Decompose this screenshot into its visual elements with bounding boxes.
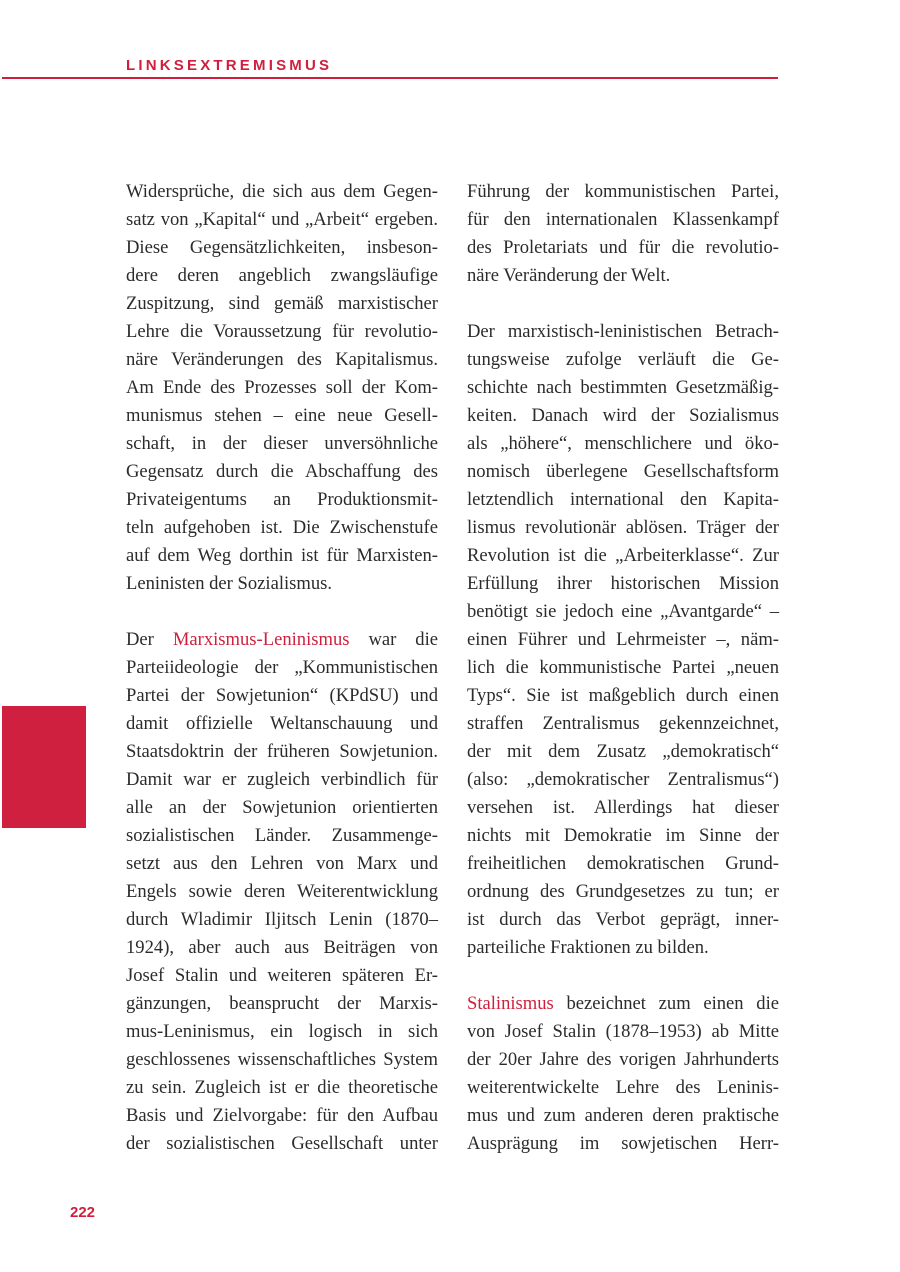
- text-line: benötigt sie jedoch eine „Avantgarde“ –: [467, 601, 779, 622]
- text-line: sozialistischen Länder. Zusammenge-: [126, 825, 438, 846]
- paragraph-leadership: [467, 178, 779, 290]
- text-line: für den internationalen Klassenkampf: [467, 209, 779, 230]
- text-line: Gegensatz durch die Abschaffung des: [126, 461, 438, 482]
- section-title: LINKSEXTREMISMUS: [126, 57, 333, 74]
- paragraph-contradictions: [126, 178, 438, 598]
- text-line: letztendlich international den Kapita-: [467, 489, 779, 510]
- text-line: versehen ist. Allerdings hat dieser: [467, 797, 779, 818]
- text-line: der mit dem Zusatz „demokratisch“: [467, 741, 779, 762]
- text-line: Der marxistisch-leninistischen Betrach-: [467, 321, 779, 342]
- text-line: näre Veränderung der Welt.: [467, 265, 671, 286]
- text-line: mus-Leninismus, ein logisch in sich: [126, 1021, 438, 1042]
- text-line: Partei der Sowjetunion“ (KPdSU) und: [126, 685, 438, 706]
- text-line: schaft, in der dieser unversöhnliche: [126, 433, 438, 454]
- text-line-with-term: [126, 626, 438, 654]
- text-line: teln aufgehoben ist. Die Zwischenstufe: [126, 517, 438, 538]
- text-line: zu sein. Zugleich ist er die theoretische: [126, 1077, 438, 1098]
- text-line: Am Ende des Prozesses soll der Kom-: [126, 377, 438, 398]
- text-line: der 20er Jahre des vorigen Jahrhunderts: [467, 1049, 779, 1070]
- text-line: Damit war er zugleich verbindlich für: [126, 769, 438, 790]
- text-line: Leninisten der Sozialismus.: [126, 573, 333, 594]
- glossary-term-marxismus-leninismus: Marxismus-Leninismus: [172, 629, 350, 650]
- text-line: nichts mit Demokratie im Sinne der: [467, 825, 779, 846]
- text-line: des Proletariats und für die revolutio-: [467, 237, 779, 258]
- text-line: ist durch das Verbot geprägt, inner-: [467, 909, 779, 930]
- text-line: geschlossenes wissenschaftliches System: [126, 1049, 438, 1070]
- text-line: von Josef Stalin (1878–1953) ab Mitte: [467, 1021, 779, 1042]
- text-line: straffen Zentralismus gekennzeichnet,: [467, 713, 779, 734]
- text-line: tungsweise zufolge verläuft die Ge-: [467, 349, 779, 370]
- page-number: 222: [70, 1204, 96, 1221]
- line-suffix: war die: [349, 629, 438, 650]
- text-line: Josef Stalin und weiteren späteren Er-: [126, 965, 438, 986]
- text-line: weiterentwickelte Lehre des Leninis-: [467, 1077, 779, 1098]
- text-line: einen Führer und Lehrmeister –, näm-: [467, 629, 779, 650]
- text-line: Zuspitzung, sind gemäß marxistischer: [126, 293, 438, 314]
- text-line: Parteiideologie der „Kommunistischen: [126, 657, 438, 678]
- text-line: Ausprägung im sowjetischen Herr-: [467, 1133, 779, 1154]
- text-line: parteiliche Fraktionen zu bilden.: [467, 937, 709, 958]
- text-line: näre Veränderungen des Kapitalismus.: [126, 349, 438, 370]
- text-line: Privateigentums an Produktionsmit-: [126, 489, 438, 510]
- header-divider: [2, 77, 778, 79]
- text-line: Diese Gegensätzlichkeiten, insbeson-: [126, 237, 438, 258]
- line-suffix: bezeichnet zum einen die: [553, 993, 779, 1014]
- text-line: setzt aus den Lehren von Marx und: [126, 853, 438, 874]
- text-line: lismus revolutionär ablösen. Träger der: [467, 517, 779, 538]
- text-line: Staatsdoktrin der früheren Sowjetunion.: [126, 741, 438, 762]
- text-line: auf dem Weg dorthin ist für Marxisten-: [126, 545, 438, 566]
- text-line: Engels sowie deren Weiterentwicklung: [126, 881, 438, 902]
- text-line: freiheitlichen demokratischen Grund-: [467, 853, 779, 874]
- paragraph-historical-laws: [467, 318, 779, 962]
- text-line-with-term: [467, 990, 779, 1018]
- text-line: durch Wladimir Iljitsch Lenin (1870–: [126, 909, 438, 930]
- paragraph-stalinismus: [467, 990, 779, 1158]
- text-line: der sozialistischen Gesellschaft unter: [126, 1133, 438, 1154]
- text-line: 1924), aber auch aus Beiträgen von: [126, 937, 438, 958]
- text-line: mus und zum anderen deren praktische: [467, 1105, 779, 1126]
- chapter-marker-tab: [2, 706, 86, 828]
- text-line: Basis und Zielvorgabe: für den Aufbau: [126, 1105, 438, 1126]
- text-line: nomisch überlegene Gesellschaftsform: [467, 461, 779, 482]
- right-column: [467, 178, 779, 1186]
- paragraph-marxismus-leninismus: [126, 626, 438, 1158]
- text-line: gänzungen, beansprucht der Marxis-: [126, 993, 438, 1014]
- text-line: munismus stehen – eine neue Gesell-: [126, 405, 438, 426]
- text-line: dere deren angeblich zwangsläufige: [126, 265, 438, 286]
- text-line: damit offizielle Weltanschauung und: [126, 713, 438, 734]
- text-line: schichte nach bestimmten Gesetzmäßig-: [467, 377, 779, 398]
- text-line: alle an der Sowjetunion orientierten: [126, 797, 438, 818]
- glossary-term-stalinismus: Stalinismus: [467, 993, 554, 1014]
- text-line: (also: „demokratischer Zentralismus“): [467, 769, 779, 790]
- line-prefix: Der: [126, 629, 173, 650]
- text-line: Typs“. Sie ist maßgeblich durch einen: [467, 685, 779, 706]
- left-column: [126, 178, 438, 1186]
- text-line: Lehre die Voraussetzung für revolutio-: [126, 321, 438, 342]
- text-line: Revolution ist die „Arbeiterklasse“. Zur: [467, 545, 779, 566]
- text-line: Führung der kommunistischen Partei,: [467, 181, 779, 202]
- text-line: Erfüllung ihrer historischen Mission: [467, 573, 779, 594]
- text-line: lich die kommunistische Partei „neuen: [467, 657, 779, 678]
- text-line: keiten. Danach wird der Sozialismus: [467, 405, 779, 426]
- text-line: als „höhere“, menschlichere und öko-: [467, 433, 779, 454]
- text-line: ordnung des Grundgesetzes zu tun; er: [467, 881, 779, 902]
- text-line: satz von „Kapital“ und „Arbeit“ ergeben.: [126, 209, 438, 230]
- text-line: Widersprüche, die sich aus dem Gegen-: [126, 181, 438, 202]
